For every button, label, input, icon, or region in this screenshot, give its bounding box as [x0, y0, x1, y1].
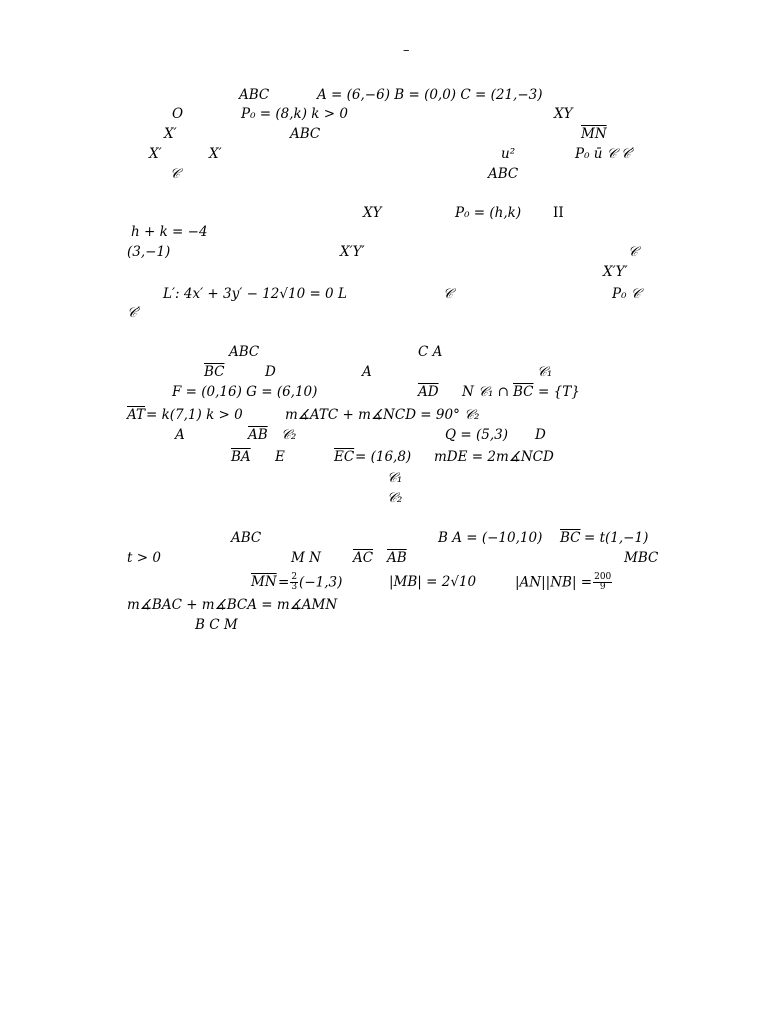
p3-angle-condition: m∡ATC + m∡NCD = 90° 𝒞₂ [285, 407, 480, 423]
p4-segment-ac: $\overline{AC}$ [353, 550, 374, 566]
p3-c-a: C A [418, 344, 443, 360]
p1-xprime-3: X′ [209, 146, 222, 162]
p3-at-equation: = k(7,1) k > 0 [146, 407, 243, 423]
p3-segment-ad: $\overline{AD}$ [418, 384, 439, 400]
p3-vector-at: $\overline{AT}$ [127, 407, 146, 423]
p4-fraction-200-9 [593, 573, 612, 593]
p1-xprime: X′ [164, 126, 177, 142]
p3-point-d: D [265, 364, 276, 380]
p4-point-a: B A = (−10,10) [438, 530, 543, 546]
p2-line-equation: L′: 4x′ + 3y′ − 12√10 = 0 L [163, 286, 347, 302]
p3-point-q: Q = (5,3) [445, 427, 508, 443]
p4-mn-value [278, 573, 342, 593]
p4-segment-ab: $\overline{AB}$ [387, 550, 407, 566]
p2-xy: XY [363, 205, 382, 221]
p2-curve-c-2: 𝒞 [443, 286, 453, 302]
p4-fraction-den-2: 9 [599, 582, 606, 593]
p3-point-a: A [362, 364, 372, 380]
p3-points-f-g: F = (0,16) G = (6,10) [172, 384, 318, 400]
p1-curve-c: 𝒞 [170, 166, 180, 182]
p3-n-c1-intersection: N 𝒞₁ ∩ [462, 384, 509, 400]
p3-circle-c2-label: 𝒞₂ [387, 490, 403, 506]
p3-vector-ec: $\overline{EC}$ [334, 449, 355, 465]
p4-points-b-c-m: B C M [195, 617, 238, 633]
p2-curve-c: 𝒞 [628, 244, 638, 260]
p4-mn-direction: (−1,3) [299, 574, 343, 591]
p3-triangle-abc: ABC [229, 344, 260, 360]
p3-segment-ba: $\overline{BA}$ [231, 449, 251, 465]
p1-p0: P₀ = (8,k) k > 0 [241, 106, 348, 122]
p3-arc-condition: mDE = 2m∡NCD [434, 449, 554, 465]
p4-fraction-den: 3 [291, 582, 298, 593]
p1-abc-2: ABC [290, 126, 321, 142]
p2-curve-c-prime: 𝒞′ [127, 305, 140, 321]
p4-an-nb-label: |AN||NB| = [515, 574, 593, 591]
p3-point-d-2: D [535, 427, 546, 443]
p1-segment-mn: $\overline{MN}$ [581, 126, 607, 142]
p4-bc-value: = t(1,−1) [584, 530, 649, 546]
p3-segment-bc: $\overline{BC}$ [204, 364, 225, 380]
p2-xy-prime: X′Y′ [340, 244, 365, 260]
p1-u-squared: u² [501, 146, 516, 162]
p1-vertices: A = (6,−6) B = (0,0) C = (21,−3) [317, 87, 543, 103]
p3-point-a-2: A [175, 427, 185, 443]
p4-points-m-n: M N [291, 550, 321, 566]
p3-segment-bc-2: $\overline{BC}$ [513, 384, 534, 400]
p3-circle-c2: 𝒞₂ [281, 427, 297, 443]
p4-vector-bc: $\overline{BC}$ [560, 530, 581, 546]
p2-quadrant: II [553, 205, 564, 221]
p4-fraction-two-thirds [290, 573, 298, 593]
p4-mn-equals: = [278, 574, 290, 591]
p1-xy: XY [554, 106, 573, 122]
p4-an-nb-product [515, 573, 613, 593]
p2-point: (3,−1) [127, 244, 171, 260]
p4-t-positive: t > 0 [127, 550, 161, 566]
p4-triangle-mbc: MBC [624, 550, 659, 566]
p2-p0-c: P₀ 𝒞 [612, 286, 641, 302]
p3-ec-value: = (16,8) [355, 449, 412, 465]
p3-circle-c1: 𝒞₁ [537, 364, 553, 380]
p2-xy-prime-2: X′Y′ [603, 264, 628, 280]
header-mark: – [403, 43, 410, 58]
p1-triangle-abc: ABC [239, 87, 270, 103]
p4-mb-norm: |MB| = 2√10 [389, 574, 477, 590]
p1-origin: O [172, 106, 184, 122]
p2-h-plus-k: h + k = −4 [131, 224, 208, 240]
p1-p0-u-c: P₀ ū 𝒞 𝒞′ [575, 146, 634, 162]
p3-segment-ab: $\overline{AB}$ [248, 427, 268, 443]
p3-circle-c1-label: 𝒞₁ [387, 470, 403, 486]
p2-p0: P₀ = (h,k) [455, 205, 522, 221]
p4-vector-mn: $\overline{MN}$ [251, 574, 277, 590]
p3-set-t: = {T} [538, 384, 580, 400]
p4-fraction-num: 2 [291, 572, 298, 582]
p1-xprime-2: X′ [149, 146, 162, 162]
p1-abc-3: ABC [488, 166, 519, 182]
p4-triangle-abc: ABC [231, 530, 262, 546]
p3-point-e: E [275, 449, 285, 465]
p4-fraction-num-2: 200 [594, 572, 612, 582]
p4-angle-condition: m∡BAC + m∡BCA = m∡AMN [127, 597, 338, 613]
